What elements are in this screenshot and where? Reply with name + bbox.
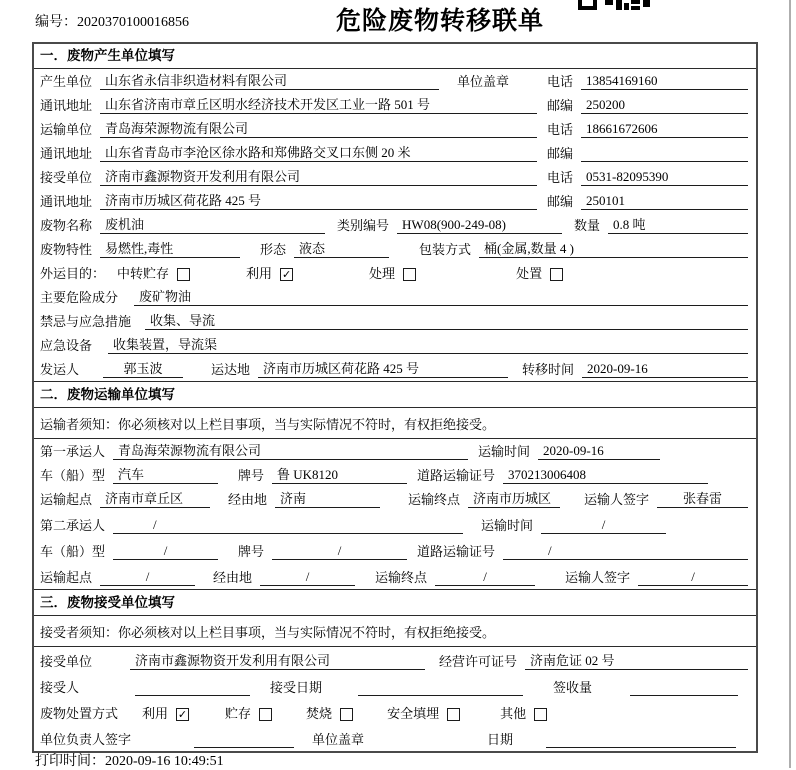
head-signature-label: 单位负责人签字 <box>40 732 132 747</box>
destination-label: 运达地 <box>211 362 251 377</box>
row-transfer-purpose <box>34 261 756 285</box>
plate1-value: 鲁 UK8120 <box>272 464 407 484</box>
producer-zip-value: 250200 <box>581 97 748 114</box>
transfer-time-label: 转移时间 <box>522 362 575 377</box>
signed-amount-value <box>630 679 738 696</box>
disposal-option-landfill-label: 安全填埋 <box>387 706 440 721</box>
row-taboo <box>34 309 756 333</box>
manifest-table <box>32 42 758 753</box>
row-carrier2 <box>34 511 756 537</box>
disposal-incinerate-checkbox <box>340 708 353 721</box>
producer-group <box>40 70 547 90</box>
serial-value: 2020370100016856 <box>77 15 189 30</box>
waste-name-label: 废物名称 <box>40 218 93 233</box>
print-time-label: 打印时间： <box>35 754 105 769</box>
hazard-label: 主要危险成分 <box>40 290 119 305</box>
form-value: 液态 <box>294 238 389 258</box>
receiver-group <box>40 166 547 186</box>
row-receiver-address <box>34 189 756 213</box>
receiver-zip-value: 250101 <box>581 193 748 210</box>
plate2-label: 牌号 <box>238 544 265 559</box>
packaging-value: 桶(金属,数量 4 ) <box>479 238 748 258</box>
form-label: 形态 <box>260 242 287 257</box>
vehicle1-label: 车（船）型 <box>40 468 106 483</box>
waste-code-label: 类别编号 <box>337 218 390 233</box>
producer-phone-label: 电话 <box>547 74 574 89</box>
receiver-phone-value: 0531-82095390 <box>581 169 748 186</box>
section-receiver <box>34 589 756 751</box>
purpose-option-use <box>246 263 293 282</box>
transporter-phone-value: 18661672606 <box>581 121 748 138</box>
transporter-zip-label: 邮编 <box>547 146 574 161</box>
row-head-signature <box>34 725 756 751</box>
waste-traits-value: 易燃性,毒性 <box>100 238 240 258</box>
origin1-value: 济南市章丘区 <box>100 488 210 508</box>
receiving-person-value <box>135 679 250 696</box>
print-time-value: 2020-09-16 10:49:51 <box>105 754 224 769</box>
carrier2-label: 第二承运人 <box>40 518 106 533</box>
license1-label: 道路运输证号 <box>417 468 496 483</box>
sign2-value: / <box>638 569 748 586</box>
section-producer <box>34 44 756 381</box>
disposal-option-incinerate <box>306 703 353 722</box>
quantity-value: 0.8 吨 <box>608 214 748 234</box>
row-shipper <box>34 357 756 381</box>
disposal-store-checkbox <box>259 708 272 721</box>
waste-traits-label: 废物特性 <box>40 242 93 257</box>
shipper-label: 发运人 <box>40 362 80 377</box>
section-transporter <box>34 381 756 589</box>
transporter-value: 青岛海荣源物流有限公司 <box>100 118 537 138</box>
vehicle2-value: / <box>113 543 218 560</box>
purpose-storage-checkbox <box>177 268 190 281</box>
vehicle2-label: 车（船）型 <box>40 544 106 559</box>
disposal-option-other-label: 其他 <box>500 706 527 721</box>
producer-address-value: 山东省济南市章丘区明水经济技术开发区工业一路 501 号 <box>100 94 537 114</box>
purpose-option-storage <box>117 263 190 282</box>
purpose-treat-checkbox <box>403 268 416 281</box>
equipment-value: 收集装置，导流渠 <box>108 334 748 354</box>
unit-seal-label: 单位盖章 <box>312 732 365 747</box>
receiving-unit-value: 济南市鑫源物资开发利用有限公司 <box>130 650 425 670</box>
row-vehicle2 <box>34 537 756 563</box>
origin1-label: 运输起点 <box>40 492 93 507</box>
purpose-dispose-checkbox <box>550 268 563 281</box>
disposal-option-landfill <box>387 703 460 722</box>
producer-label: 产生单位 <box>40 74 93 89</box>
shipper-value: 郭玉波 <box>103 358 183 378</box>
transporter-phone-label: 电话 <box>547 122 574 137</box>
transfer-time-value: 2020-09-16 <box>582 361 748 378</box>
plate1-label: 牌号 <box>238 468 265 483</box>
disposal-landfill-checkbox <box>447 708 460 721</box>
section3-title: 三．废物接受单位填写 <box>34 590 756 616</box>
receiver-address-label: 通讯地址 <box>40 194 93 209</box>
permit-label: 经营许可证号 <box>439 654 518 669</box>
transport-time1-label: 运输时间 <box>478 444 531 459</box>
sign2-label: 运输人签字 <box>565 570 631 585</box>
carrier2-value: / <box>113 517 463 534</box>
row-transporter-address <box>34 141 756 165</box>
transporter-address-group <box>40 142 547 162</box>
license1-value: 370213006408 <box>503 467 708 484</box>
transporter-address-value: 山东省青岛市李沧区徐水路和郑佛路交叉口东侧 20 米 <box>100 142 537 162</box>
disposal-other-checkbox <box>534 708 547 721</box>
section1-title: 一．废物产生单位填写 <box>34 44 756 69</box>
end2-value: / <box>435 569 535 586</box>
row-waste-traits <box>34 237 756 261</box>
head-signature-value <box>194 731 294 748</box>
receiver-address-group <box>40 190 547 210</box>
destination-value: 济南市历城区荷花路 425 号 <box>258 358 508 378</box>
origin2-label: 运输起点 <box>40 570 93 585</box>
disposal-option-store <box>225 703 272 722</box>
row-receiver <box>34 165 756 189</box>
row-hazard <box>34 285 756 309</box>
row-vehicle1 <box>34 463 756 487</box>
receiver-zip-label: 邮编 <box>547 194 574 209</box>
row-carrier1 <box>34 439 756 463</box>
end1-value: 济南市历城区 <box>468 488 560 508</box>
disposal-option-use-label: 利用 <box>142 706 169 721</box>
license2-label: 道路运输证号 <box>417 544 496 559</box>
print-time <box>35 750 224 770</box>
receiving-date-value <box>358 679 523 696</box>
row-receiving-unit <box>34 647 756 673</box>
sign1-label: 运输人签字 <box>584 492 650 507</box>
row-emergency-equipment <box>34 333 756 357</box>
receiving-date-label: 接受日期 <box>270 680 323 695</box>
waste-name-value: 废机油 <box>100 214 325 234</box>
purpose-option-storage-label: 中转贮存 <box>117 266 170 281</box>
receiving-person-label: 接受人 <box>40 680 80 695</box>
row-producer-address <box>34 93 756 117</box>
origin2-value: / <box>100 569 195 586</box>
producer-value: 山东省永信非织造材料有限公司 <box>100 70 439 90</box>
page-title: 危险废物转移联单 <box>335 8 544 35</box>
producer-address-label: 通讯地址 <box>40 98 93 113</box>
row-transporter <box>34 117 756 141</box>
transporter-group <box>40 118 547 138</box>
disposal-option-other <box>500 703 547 722</box>
seal-label: 单位盖章 <box>456 74 509 89</box>
producer-phone-value: 13854169160 <box>581 73 748 90</box>
row-receiving-person <box>34 673 756 699</box>
hazard-value: 废矿物油 <box>134 286 748 306</box>
date-label: 日期 <box>487 732 514 747</box>
receiving-unit-label: 接受单位 <box>40 654 93 669</box>
disposal-use-checkbox: ✓ <box>177 708 188 721</box>
sign1-value: 张春雷 <box>657 488 748 508</box>
serial-number <box>35 11 189 31</box>
carrier1-label: 第一承运人 <box>40 444 106 459</box>
carrier1-value: 青岛海荣源物流有限公司 <box>113 440 468 460</box>
packaging-label: 包装方式 <box>419 242 472 257</box>
row-disposal-method <box>34 699 756 725</box>
equipment-label: 应急设备 <box>40 338 93 353</box>
receiver-notice: 接受者须知：你必须核对以上栏目事项，当与实际情况不符时，有权拒绝接受。 <box>34 616 756 647</box>
quantity-label: 数量 <box>574 218 601 233</box>
row-producer <box>34 69 756 93</box>
receiver-value: 济南市鑫源物资开发利用有限公司 <box>100 166 537 186</box>
row-waste-name <box>34 213 756 237</box>
transport-time2-value: / <box>541 517 666 534</box>
end1-label: 运输终点 <box>408 492 461 507</box>
section2-title: 二．废物运输单位填写 <box>34 382 756 408</box>
permit-value: 济南危证 02 号 <box>525 650 748 670</box>
purpose-option-treat <box>369 263 416 282</box>
purpose-option-dispose-label: 处置 <box>516 266 543 281</box>
purpose-option-dispose <box>516 263 563 282</box>
purpose-label: 外运目的： <box>40 266 106 281</box>
end2-label: 运输终点 <box>375 570 428 585</box>
transport-time2-label: 运输时间 <box>481 518 534 533</box>
date-value <box>546 731 736 748</box>
purpose-option-treat-label: 处理 <box>369 266 396 281</box>
transport-time1-value: 2020-09-16 <box>538 443 660 460</box>
taboo-value: 收集、导流 <box>145 310 748 330</box>
serial-label: 编号： <box>35 15 77 30</box>
waste-code-value: HW08(900-249-08) <box>397 217 562 234</box>
transporter-notice: 运输者须知：你必须核对以上栏目事项，当与实际情况不符时，有权拒绝接受。 <box>34 408 756 439</box>
producer-zip-label: 邮编 <box>547 98 574 113</box>
plate2-value: / <box>272 543 407 560</box>
purpose-use-checkbox: ✓ <box>281 268 292 281</box>
disposal-option-incinerate-label: 焚烧 <box>306 706 333 721</box>
transporter-label: 运输单位 <box>40 122 93 137</box>
via2-label: 经由地 <box>213 570 253 585</box>
via1-value: 济南 <box>275 488 380 508</box>
row-route2 <box>34 563 756 589</box>
window-right-edge <box>789 0 791 768</box>
disposal-method-label: 废物处置方式 <box>40 706 119 721</box>
transporter-address-label: 通讯地址 <box>40 146 93 161</box>
qr-code-fragment <box>578 0 650 10</box>
producer-address-group <box>40 94 547 114</box>
via2-value: / <box>260 569 355 586</box>
receiver-phone-label: 电话 <box>547 170 574 185</box>
receiver-label: 接受单位 <box>40 170 93 185</box>
disposal-option-store-label: 贮存 <box>225 706 252 721</box>
taboo-label: 禁忌与应急措施 <box>40 314 132 329</box>
row-route1 <box>34 487 756 511</box>
license2-value: / <box>503 543 748 560</box>
via1-label: 经由地 <box>228 492 268 507</box>
disposal-option-use <box>142 703 189 722</box>
transporter-zip-value <box>581 145 748 162</box>
vehicle1-value: 汽车 <box>113 464 218 484</box>
signed-amount-label: 签收量 <box>553 680 593 695</box>
purpose-option-use-label: 利用 <box>246 266 273 281</box>
receiver-address-value: 济南市历城区荷花路 425 号 <box>100 190 537 210</box>
